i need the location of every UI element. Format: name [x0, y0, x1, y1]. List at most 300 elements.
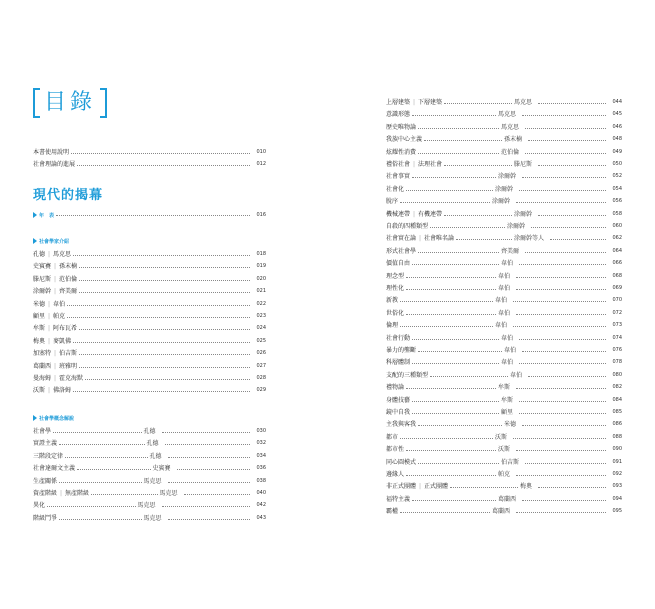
toc-entry[interactable] — [386, 184, 622, 195]
toc-entry[interactable] — [386, 457, 622, 468]
toc-entry[interactable] — [33, 323, 266, 334]
dot-leader — [430, 227, 505, 228]
entry-author: 沃斯 — [498, 446, 511, 454]
dot-leader — [79, 367, 250, 368]
dot-leader — [59, 482, 141, 483]
dot-leader — [522, 500, 606, 501]
title-bracket-right-icon — [100, 88, 107, 118]
entry-author: 梅奧 — [520, 483, 533, 491]
dot-leader — [184, 494, 250, 495]
entry-term: 支配的三種類型 — [386, 371, 429, 379]
entry-term: 脫序 — [386, 198, 399, 206]
entry-author: 韋伯 — [504, 347, 517, 354]
dot-leader — [59, 444, 144, 445]
entry-term: 形式社會學 — [386, 247, 417, 255]
entry-term: 都市 — [386, 433, 399, 441]
entry-page-number: 066 — [612, 260, 622, 267]
entry-author: 顧里 — [501, 409, 514, 416]
toc-entry[interactable] — [386, 506, 622, 517]
toc-entry[interactable] — [386, 395, 622, 406]
toc-entry[interactable] — [386, 444, 622, 455]
dot-leader — [406, 314, 496, 315]
entry-page-number: 028 — [256, 375, 266, 381]
entry-term-secondary: 無產階級 — [65, 490, 90, 497]
entry-separator: | — [413, 161, 416, 168]
entry-term: 葛蘭西 — [33, 362, 52, 370]
entry-term: 身體技藝 — [386, 396, 411, 404]
entry-term-secondary: 孫末楠 — [59, 263, 78, 271]
entry-term: 理性化 — [386, 285, 405, 292]
entry-separator: | — [54, 362, 57, 370]
entry-page-number: 091 — [612, 458, 622, 465]
toc-entry[interactable] — [386, 171, 622, 182]
dot-leader — [412, 363, 499, 364]
dot-leader — [528, 376, 606, 377]
toc-entry[interactable] — [386, 481, 622, 492]
entry-term: 資產階級 — [33, 490, 58, 497]
dot-leader — [91, 494, 157, 495]
toc-entry[interactable] — [33, 500, 266, 511]
toc-entry[interactable] — [386, 271, 622, 282]
dot-leader — [406, 450, 496, 451]
dot-leader — [71, 153, 250, 154]
dot-leader — [522, 177, 606, 178]
toc-entry[interactable] — [33, 249, 266, 260]
dot-leader — [516, 388, 606, 389]
entry-term-secondary: 馬克思 — [53, 251, 72, 258]
dot-leader — [177, 469, 250, 470]
toc-entry[interactable] — [386, 209, 622, 220]
entry-term: 本書使用說明 — [33, 149, 70, 156]
toc-entry[interactable] — [386, 345, 622, 356]
entry-author: 滕尼斯 — [514, 161, 533, 168]
entry-term-secondary: 伯吉斯 — [59, 350, 78, 358]
entry-page-number: 054 — [612, 185, 622, 192]
dot-leader — [418, 153, 499, 154]
dot-leader — [65, 457, 147, 458]
entry-author: 馬克思 — [159, 490, 178, 497]
entry-page-number: 050 — [612, 161, 623, 167]
entry-term-secondary: 齊美爾 — [59, 288, 78, 296]
entry-term: 禮物論 — [386, 384, 405, 392]
entry-term: 生產關係 — [33, 477, 58, 485]
toc-entry[interactable] — [33, 299, 266, 310]
dot-leader — [165, 444, 250, 445]
entry-separator: | — [419, 235, 422, 243]
entry-author: 涂爾幹 — [498, 173, 517, 181]
dot-leader — [77, 165, 250, 166]
entry-separator: | — [48, 300, 51, 308]
subsection-heading — [33, 413, 74, 423]
dot-leader — [519, 363, 606, 364]
entry-page-number: 023 — [256, 313, 266, 319]
entry-term: 我族中心主義 — [386, 136, 423, 144]
entry-author: 孫末楠 — [504, 136, 523, 144]
dot-leader — [412, 401, 499, 402]
entry-page-number: 038 — [256, 477, 266, 484]
dot-leader — [519, 413, 606, 414]
dot-leader — [67, 305, 250, 306]
entry-page-number: 056 — [612, 198, 622, 205]
toc-entry[interactable] — [386, 419, 622, 430]
dot-leader — [450, 487, 518, 488]
toc-entry[interactable] — [33, 513, 266, 524]
dot-leader — [56, 215, 250, 216]
entry-separator: | — [54, 263, 57, 271]
entry-page-number: 093 — [612, 483, 623, 490]
triangle-marker-icon — [33, 238, 37, 244]
entry-page-number: 073 — [612, 322, 622, 329]
entry-author: 韋伯 — [510, 371, 523, 379]
entry-page-number: 046 — [612, 123, 622, 130]
dot-leader — [53, 432, 141, 433]
entry-page-number: 060 — [612, 223, 622, 229]
dot-leader — [412, 115, 496, 116]
entry-term: 鏡中自我 — [386, 409, 411, 416]
toc-entry[interactable] — [33, 488, 266, 499]
dot-leader — [513, 301, 606, 302]
entry-separator: | — [413, 210, 416, 218]
entry-page-number: 019 — [256, 263, 266, 270]
dot-leader — [79, 280, 250, 281]
entry-separator: | — [419, 483, 422, 491]
dot-leader — [412, 339, 499, 340]
toc-entry[interactable] — [386, 233, 622, 244]
toc-entry[interactable] — [386, 432, 622, 443]
entry-term: 異化 — [33, 502, 46, 510]
entry-term: 新教 — [386, 297, 399, 305]
dot-leader — [406, 289, 496, 290]
entry-page-number: 018 — [256, 251, 266, 257]
toc-entry[interactable] — [386, 221, 622, 232]
entry-page-number: 095 — [612, 508, 622, 515]
dot-leader — [538, 215, 606, 216]
entry-page-number: 076 — [612, 347, 622, 353]
entry-page-number: 030 — [256, 428, 266, 434]
dot-leader — [550, 239, 606, 240]
entry-term-secondary: 阿布瓦希 — [53, 325, 78, 333]
entry-page-number: 010 — [256, 149, 266, 155]
toc-entry[interactable] — [386, 97, 622, 108]
toc-entry[interactable] — [386, 109, 622, 120]
entry-term-secondary: 韋伯 — [53, 300, 66, 308]
entry-page-number: 024 — [256, 325, 266, 332]
entry-term: 滕尼斯 — [33, 275, 52, 283]
dot-leader — [528, 140, 606, 141]
dot-leader — [522, 425, 606, 426]
entry-term-secondary: 霍克海默 — [59, 375, 84, 382]
entry-term: 科層體制 — [386, 359, 411, 367]
entry-term: 主我與客我 — [386, 421, 417, 429]
subsection-heading — [33, 236, 69, 246]
entry-term-secondary: 正式團體 — [424, 483, 449, 491]
toc-entry[interactable] — [386, 308, 622, 319]
dot-leader — [406, 190, 493, 191]
entry-page-number: 094 — [612, 495, 622, 502]
entry-page-number: 058 — [612, 210, 623, 217]
dot-leader — [406, 475, 496, 476]
entry-page-number: 044 — [612, 99, 623, 105]
dot-leader — [406, 277, 496, 278]
dot-leader — [77, 469, 150, 470]
entry-term: 社會實在論 — [386, 235, 417, 243]
entry-author: 韋伯 — [498, 285, 511, 292]
toc-entry[interactable] — [33, 311, 266, 322]
entry-term: 社會達爾文主義 — [33, 465, 76, 473]
toc-entry[interactable] — [386, 147, 622, 158]
entry-author: 孔德 — [143, 428, 156, 435]
dot-leader — [406, 388, 496, 389]
dot-leader — [418, 463, 499, 464]
entry-author: 葛蘭西 — [498, 495, 517, 503]
entry-page-number: 025 — [256, 337, 266, 344]
entry-page-number: 086 — [612, 421, 622, 428]
dot-leader — [538, 165, 606, 166]
entry-term-secondary: 有機連帶 — [418, 210, 443, 218]
dot-leader — [412, 177, 496, 178]
dot-leader — [400, 512, 490, 513]
entry-term: 孔德 — [33, 251, 46, 258]
entry-separator: | — [48, 337, 51, 345]
entry-page-number: 027 — [256, 362, 266, 369]
entry-page-number: 045 — [612, 111, 622, 118]
dot-leader — [516, 450, 606, 451]
entry-separator: | — [54, 288, 57, 296]
toc-entry[interactable] — [33, 274, 266, 285]
dot-leader — [519, 339, 606, 340]
toc-entry[interactable] — [33, 426, 266, 437]
dot-leader — [418, 252, 499, 253]
entry-author: 牟斯 — [501, 396, 514, 404]
dot-leader — [73, 255, 250, 256]
entry-term: 同心圓模式 — [386, 458, 417, 466]
entry-page-number: 029 — [256, 387, 266, 394]
entry-page-number: 069 — [612, 285, 622, 291]
entry-page-number: 085 — [612, 409, 622, 415]
entry-term: 沃斯 — [33, 387, 46, 395]
dot-leader — [531, 227, 606, 228]
toc-entry[interactable] — [386, 370, 622, 381]
entry-term: 實證主義 — [33, 440, 58, 448]
toc-entry[interactable] — [33, 476, 266, 487]
entry-page-number: 082 — [612, 384, 622, 391]
dot-leader — [412, 500, 496, 501]
toc-entry[interactable] — [386, 407, 622, 418]
entry-author: 涂爾幹 — [495, 185, 514, 193]
entry-separator: | — [48, 325, 51, 333]
subsection-label: 社會學概念解說 — [39, 415, 75, 422]
page-title: 目錄 — [44, 90, 97, 115]
entry-page-number: 078 — [612, 359, 622, 366]
toc-entry[interactable] — [386, 134, 622, 145]
toc-entry[interactable] — [33, 159, 266, 170]
dot-leader — [162, 506, 250, 507]
entry-page-number: 022 — [256, 300, 266, 307]
toc-entry[interactable] — [33, 348, 266, 359]
dot-leader — [516, 289, 606, 290]
entry-separator: | — [60, 490, 63, 497]
dot-leader — [456, 239, 512, 240]
dot-leader — [516, 314, 606, 315]
toc-entry[interactable] — [386, 283, 622, 294]
toc-entry[interactable] — [33, 336, 266, 347]
toc-entry[interactable] — [386, 333, 622, 344]
entry-page-number: 040 — [256, 490, 267, 496]
dot-leader — [412, 413, 499, 414]
toc-entry[interactable] — [386, 494, 622, 505]
entry-author: 韋伯 — [495, 297, 508, 305]
dot-leader — [400, 326, 493, 327]
entry-author: 韋伯 — [495, 322, 508, 330]
toc-entry[interactable] — [33, 261, 266, 272]
dot-leader — [519, 264, 606, 265]
entry-term: 社會學 — [33, 428, 52, 435]
dot-leader — [67, 317, 250, 318]
dot-leader — [516, 475, 606, 476]
toc-entry[interactable] — [33, 385, 266, 396]
entry-page-number: 016 — [256, 212, 266, 218]
entry-author: 馬克思 — [498, 111, 517, 119]
entry-page-number: 026 — [256, 350, 266, 357]
entry-term: 階級鬥爭 — [33, 514, 58, 522]
entry-page-number: 070 — [612, 297, 622, 304]
entry-page-number: 084 — [612, 396, 622, 403]
entry-page-number: 052 — [612, 173, 622, 180]
dot-leader — [522, 115, 606, 116]
toc-entry[interactable] — [386, 382, 622, 393]
entry-term: 邊緣人 — [386, 471, 405, 478]
toc-entry[interactable] — [386, 295, 622, 306]
dot-leader — [522, 351, 606, 352]
entry-separator: | — [54, 275, 57, 283]
dot-leader — [525, 252, 606, 253]
entry-author: 涂爾幹 — [492, 198, 511, 206]
toc-entry[interactable] — [386, 357, 622, 368]
entry-author: 沃斯 — [495, 433, 508, 441]
entry-page-number: 088 — [612, 433, 622, 440]
toc-entry[interactable] — [33, 451, 266, 462]
dot-leader — [538, 487, 606, 488]
toc-entry[interactable] — [33, 373, 266, 384]
entry-page-number: 036 — [256, 465, 266, 472]
entry-term: 三階段定律 — [33, 452, 64, 460]
entry-author: 韋伯 — [498, 272, 511, 280]
dot-leader — [519, 401, 606, 402]
entry-term: 牟斯 — [33, 325, 46, 333]
entry-page-number: 072 — [612, 309, 622, 316]
dot-leader — [79, 267, 250, 268]
entry-author: 韋伯 — [498, 309, 511, 317]
entry-page-number: 021 — [256, 288, 266, 295]
entry-author: 韋伯 — [501, 334, 514, 342]
entry-term: 都市性 — [386, 446, 405, 454]
toc-entry[interactable] — [386, 469, 622, 480]
entry-term: 霸權 — [386, 508, 399, 516]
entry-page-number: 042 — [256, 502, 266, 509]
dot-leader — [444, 103, 512, 104]
dot-leader — [513, 326, 606, 327]
dot-leader — [47, 506, 135, 507]
dot-leader — [418, 351, 502, 352]
entry-author: 孔德 — [149, 452, 162, 460]
entry-term: 炫耀性消費 — [386, 148, 417, 156]
entry-author: 葛蘭西 — [492, 508, 511, 516]
entry-separator: | — [54, 350, 57, 358]
entry-term: 理念型 — [386, 272, 405, 280]
toc-entry[interactable] — [386, 122, 622, 133]
entry-term: 上層建築 — [386, 99, 411, 106]
entry-author: 韋伯 — [501, 260, 514, 268]
toc-entry[interactable] — [386, 246, 622, 257]
toc-entry[interactable] — [33, 463, 266, 474]
toc-entry[interactable] — [33, 147, 266, 158]
dot-leader — [516, 512, 606, 513]
title-bracket-left-icon — [33, 88, 40, 118]
entry-term-secondary: 佛洛姆 — [53, 387, 72, 395]
toc-entry[interactable] — [386, 196, 622, 207]
entry-term-secondary: 范伯倫 — [59, 275, 78, 283]
dot-leader — [418, 128, 499, 129]
dot-leader — [400, 301, 493, 302]
toc-entry[interactable] — [386, 320, 622, 331]
entry-author: 牟斯 — [498, 384, 511, 392]
toc-entry[interactable] — [386, 159, 622, 170]
toc-entry[interactable] — [33, 286, 266, 297]
entry-separator: | — [48, 387, 51, 395]
entry-page-number: 080 — [612, 371, 622, 378]
entry-term: 意識形態 — [386, 111, 411, 119]
dot-leader — [525, 128, 606, 129]
entry-term: 米德 — [33, 300, 46, 308]
triangle-marker-icon — [33, 212, 37, 218]
chronology-entry[interactable] — [33, 210, 266, 220]
entry-term: 自殺的四種類型 — [386, 223, 429, 230]
entry-author: 齊美爾 — [501, 247, 520, 255]
entry-separator: | — [48, 251, 51, 258]
dot-leader — [513, 438, 606, 439]
entry-page-number: 074 — [612, 334, 622, 341]
dot-leader — [400, 202, 490, 203]
entry-term-secondary: 班雅明 — [59, 362, 78, 370]
entry-author: 米德 — [504, 421, 517, 429]
dot-leader — [73, 391, 250, 392]
dot-leader — [516, 202, 606, 203]
toc-title — [33, 86, 107, 120]
entry-author: 孔德 — [146, 440, 159, 448]
dot-leader — [525, 463, 606, 464]
subsection-label: 社會學家介紹 — [39, 238, 70, 245]
dot-leader — [168, 482, 250, 483]
toc-entry[interactable] — [33, 438, 266, 449]
dot-leader — [73, 342, 250, 343]
entry-term: 機械連帶 — [386, 210, 411, 218]
entry-page-number: 012 — [256, 161, 266, 167]
dot-leader — [444, 165, 512, 166]
entry-term-secondary: 法理社會 — [418, 161, 443, 168]
dot-leader — [85, 379, 250, 380]
entry-term: 社會事實 — [386, 173, 411, 181]
entry-term-secondary: 帕克 — [53, 313, 66, 320]
toc-entry[interactable] — [386, 258, 622, 269]
entry-author: 帕克 — [498, 471, 511, 478]
entry-term: 史賓賽 — [33, 263, 52, 271]
entry-author: 涂爾幹 — [507, 223, 526, 230]
entry-author: 韋伯 — [501, 359, 514, 367]
toc-entry[interactable] — [33, 361, 266, 372]
dot-leader — [538, 103, 606, 104]
dot-leader — [516, 277, 606, 278]
entry-term-secondary: 麥凱佛 — [53, 337, 72, 345]
